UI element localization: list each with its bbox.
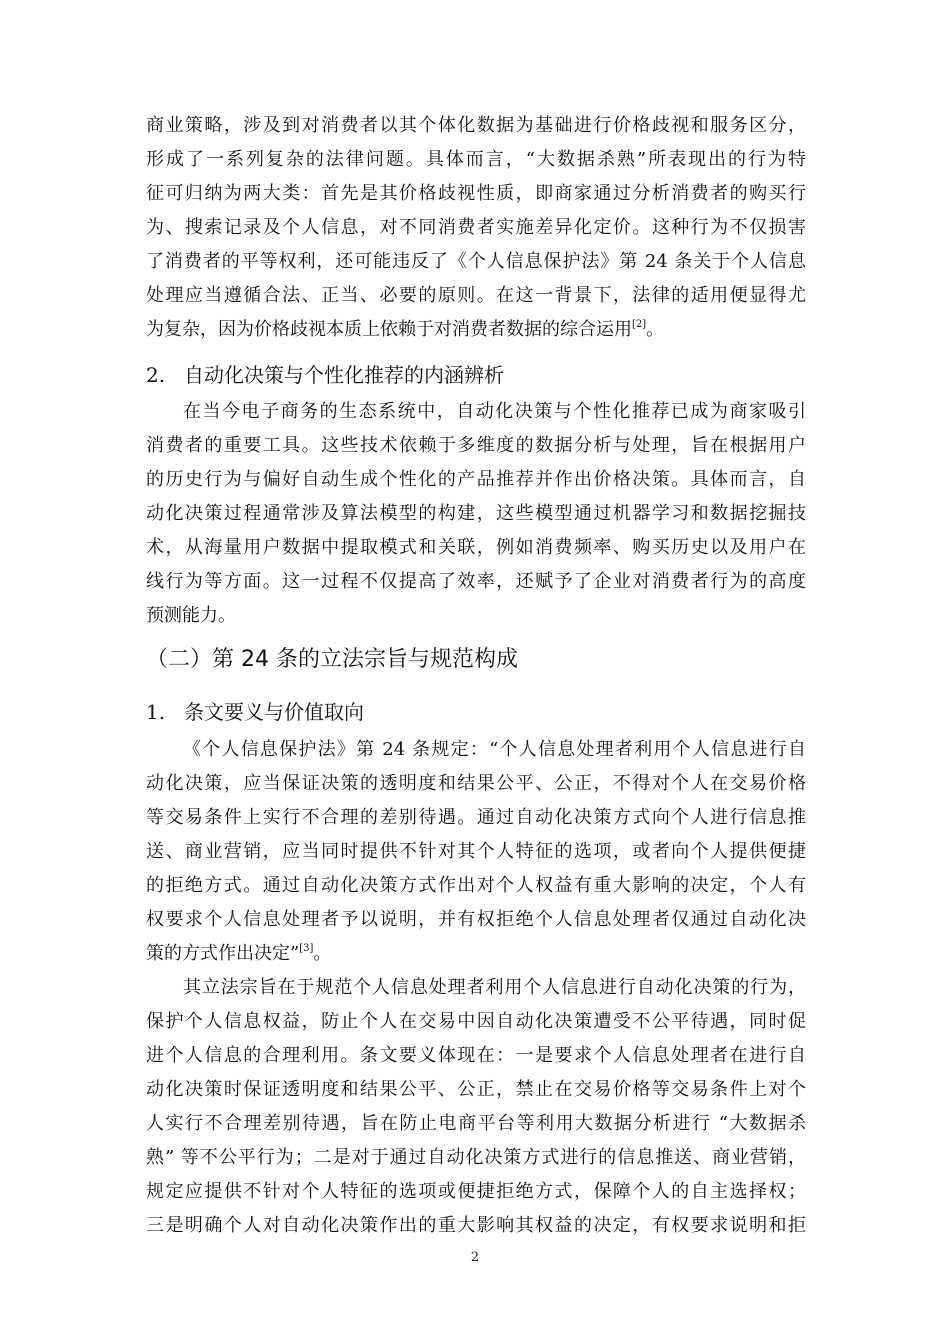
text-line — [146, 939, 806, 969]
text-line: 形成了一系列复杂的法律问题。具体而言，“大数据杀熟”所表现出的行为特 — [146, 149, 806, 170]
heading-number: 2. — [146, 363, 166, 387]
text-line: 线行为等方面。这一过程不仅提高了效率，还赋予了企业对消费者行为的高度 — [146, 571, 806, 592]
text-line: 熟” 等不公平行为；二是对于通过自动化决策方式进行的信息推送、商业营销， — [146, 1147, 806, 1168]
text-line: 术，从海量用户数据中提取模式和关联，例如消费频率、购买历史以及用户在 — [146, 537, 806, 558]
text-line: 征可归纳为两大类：首先是其价格歧视性质，即商家通过分析消费者的购买行 — [146, 183, 806, 204]
text-line: 送、商业营销，应当同时提供不针对其个人特征的选项，或者向个人提供便捷 — [146, 841, 806, 862]
text-line: 动化决策过程通常涉及算法模型的构建，这些模型通过机器学习和数据挖掘技 — [146, 503, 806, 524]
text-line: 权要求个人信息处理者予以说明，并有权拒绝个人信息处理者仅通过自动化决 — [146, 909, 806, 930]
citation: [2] — [632, 319, 647, 330]
line-end: 。 — [313, 943, 332, 964]
text-line: 的拒绝方式。通过自动化决策方式作出对个人权益有重大影响的决定，个人有 — [146, 875, 806, 896]
text-line: 三是明确个人对自动化决策作出的重大影响其权益的决定，有权要求说明和拒 — [146, 1215, 806, 1236]
text-line: 的历史行为与偏好自动生成个性化的产品推荐并作出价格决策。具体而言，自 — [146, 469, 806, 490]
text-line: 人实行不合理差别待遇，旨在防止电商平台等利用大数据分析进行 “大数据杀 — [146, 1113, 806, 1134]
text-line: 规定应提供不针对个人特征的选项或便捷拒绝方式，保障个人的自主选择权； — [146, 1181, 806, 1202]
text-line: 预测能力。 — [146, 605, 236, 626]
heading-number: 1. — [146, 700, 166, 724]
line-text: 策的方式作出决定” — [146, 943, 300, 964]
text-line — [146, 315, 806, 345]
text-line: 在当今电子商务的生态系统中，自动化决策与个性化推荐已成为商家吸引 — [183, 401, 806, 422]
text-line: 处理应当遵循合法、正当、必要的原则。在这一背景下，法律的适用便显得尤 — [146, 285, 806, 306]
text-line: 商业策略，涉及到对消费者以其个体化数据为基础进行价格歧视和服务区分， — [146, 115, 806, 136]
subsection-heading-1 — [146, 695, 364, 729]
section-heading: （二）第 24 条的立法宗旨与规范构成 — [146, 647, 518, 672]
citation: [3] — [299, 943, 314, 954]
subsection-heading-2 — [146, 358, 504, 392]
text-line: 消费者的重要工具。这些技术依赖于多维度的数据分析与处理，旨在根据用户 — [146, 435, 806, 456]
line-end: 。 — [646, 319, 665, 340]
text-line: 动化决策，应当保证决策的透明度和结果公平、公正，不得对个人在交易价格 — [146, 773, 806, 794]
text-line: 保护个人信息权益，防止个人在交易中因自动化决策遭受不公平待遇，同时促 — [146, 1011, 806, 1032]
text-line: 《个人信息保护法》第 24 条规定：“个人信息处理者利用个人信息进行自 — [183, 739, 806, 760]
text-line: 为、搜索记录及个人信息，对不同消费者实施差异化定价。这种行为不仅损害 — [146, 217, 806, 238]
heading-text: 条文要义与价值取向 — [184, 700, 364, 724]
line-text: 为复杂，因为价格歧视本质上依赖于对消费者数据的综合运用 — [146, 319, 632, 340]
text-line: 其立法宗旨在于规范个人信息处理者利用个人信息进行自动化决策的行为， — [183, 977, 806, 998]
heading-text: 自动化决策与个性化推荐的内涵辨析 — [184, 363, 504, 387]
text-line: 动化决策时保证透明度和结果公平、公正，禁止在交易价格等交易条件上对个 — [146, 1079, 806, 1100]
page-number: 2 — [470, 1250, 480, 1265]
text-line: 等交易条件上实行不合理的差别待遇。通过自动化决策方式向个人进行信息推 — [146, 807, 806, 828]
text-line: 了消费者的平等权利，还可能违反了《个人信息保护法》第 24 条关于个人信息 — [146, 251, 806, 272]
text-line: 进个人信息的合理利用。条文要义体现在：一是要求个人信息处理者在进行自 — [146, 1045, 806, 1066]
